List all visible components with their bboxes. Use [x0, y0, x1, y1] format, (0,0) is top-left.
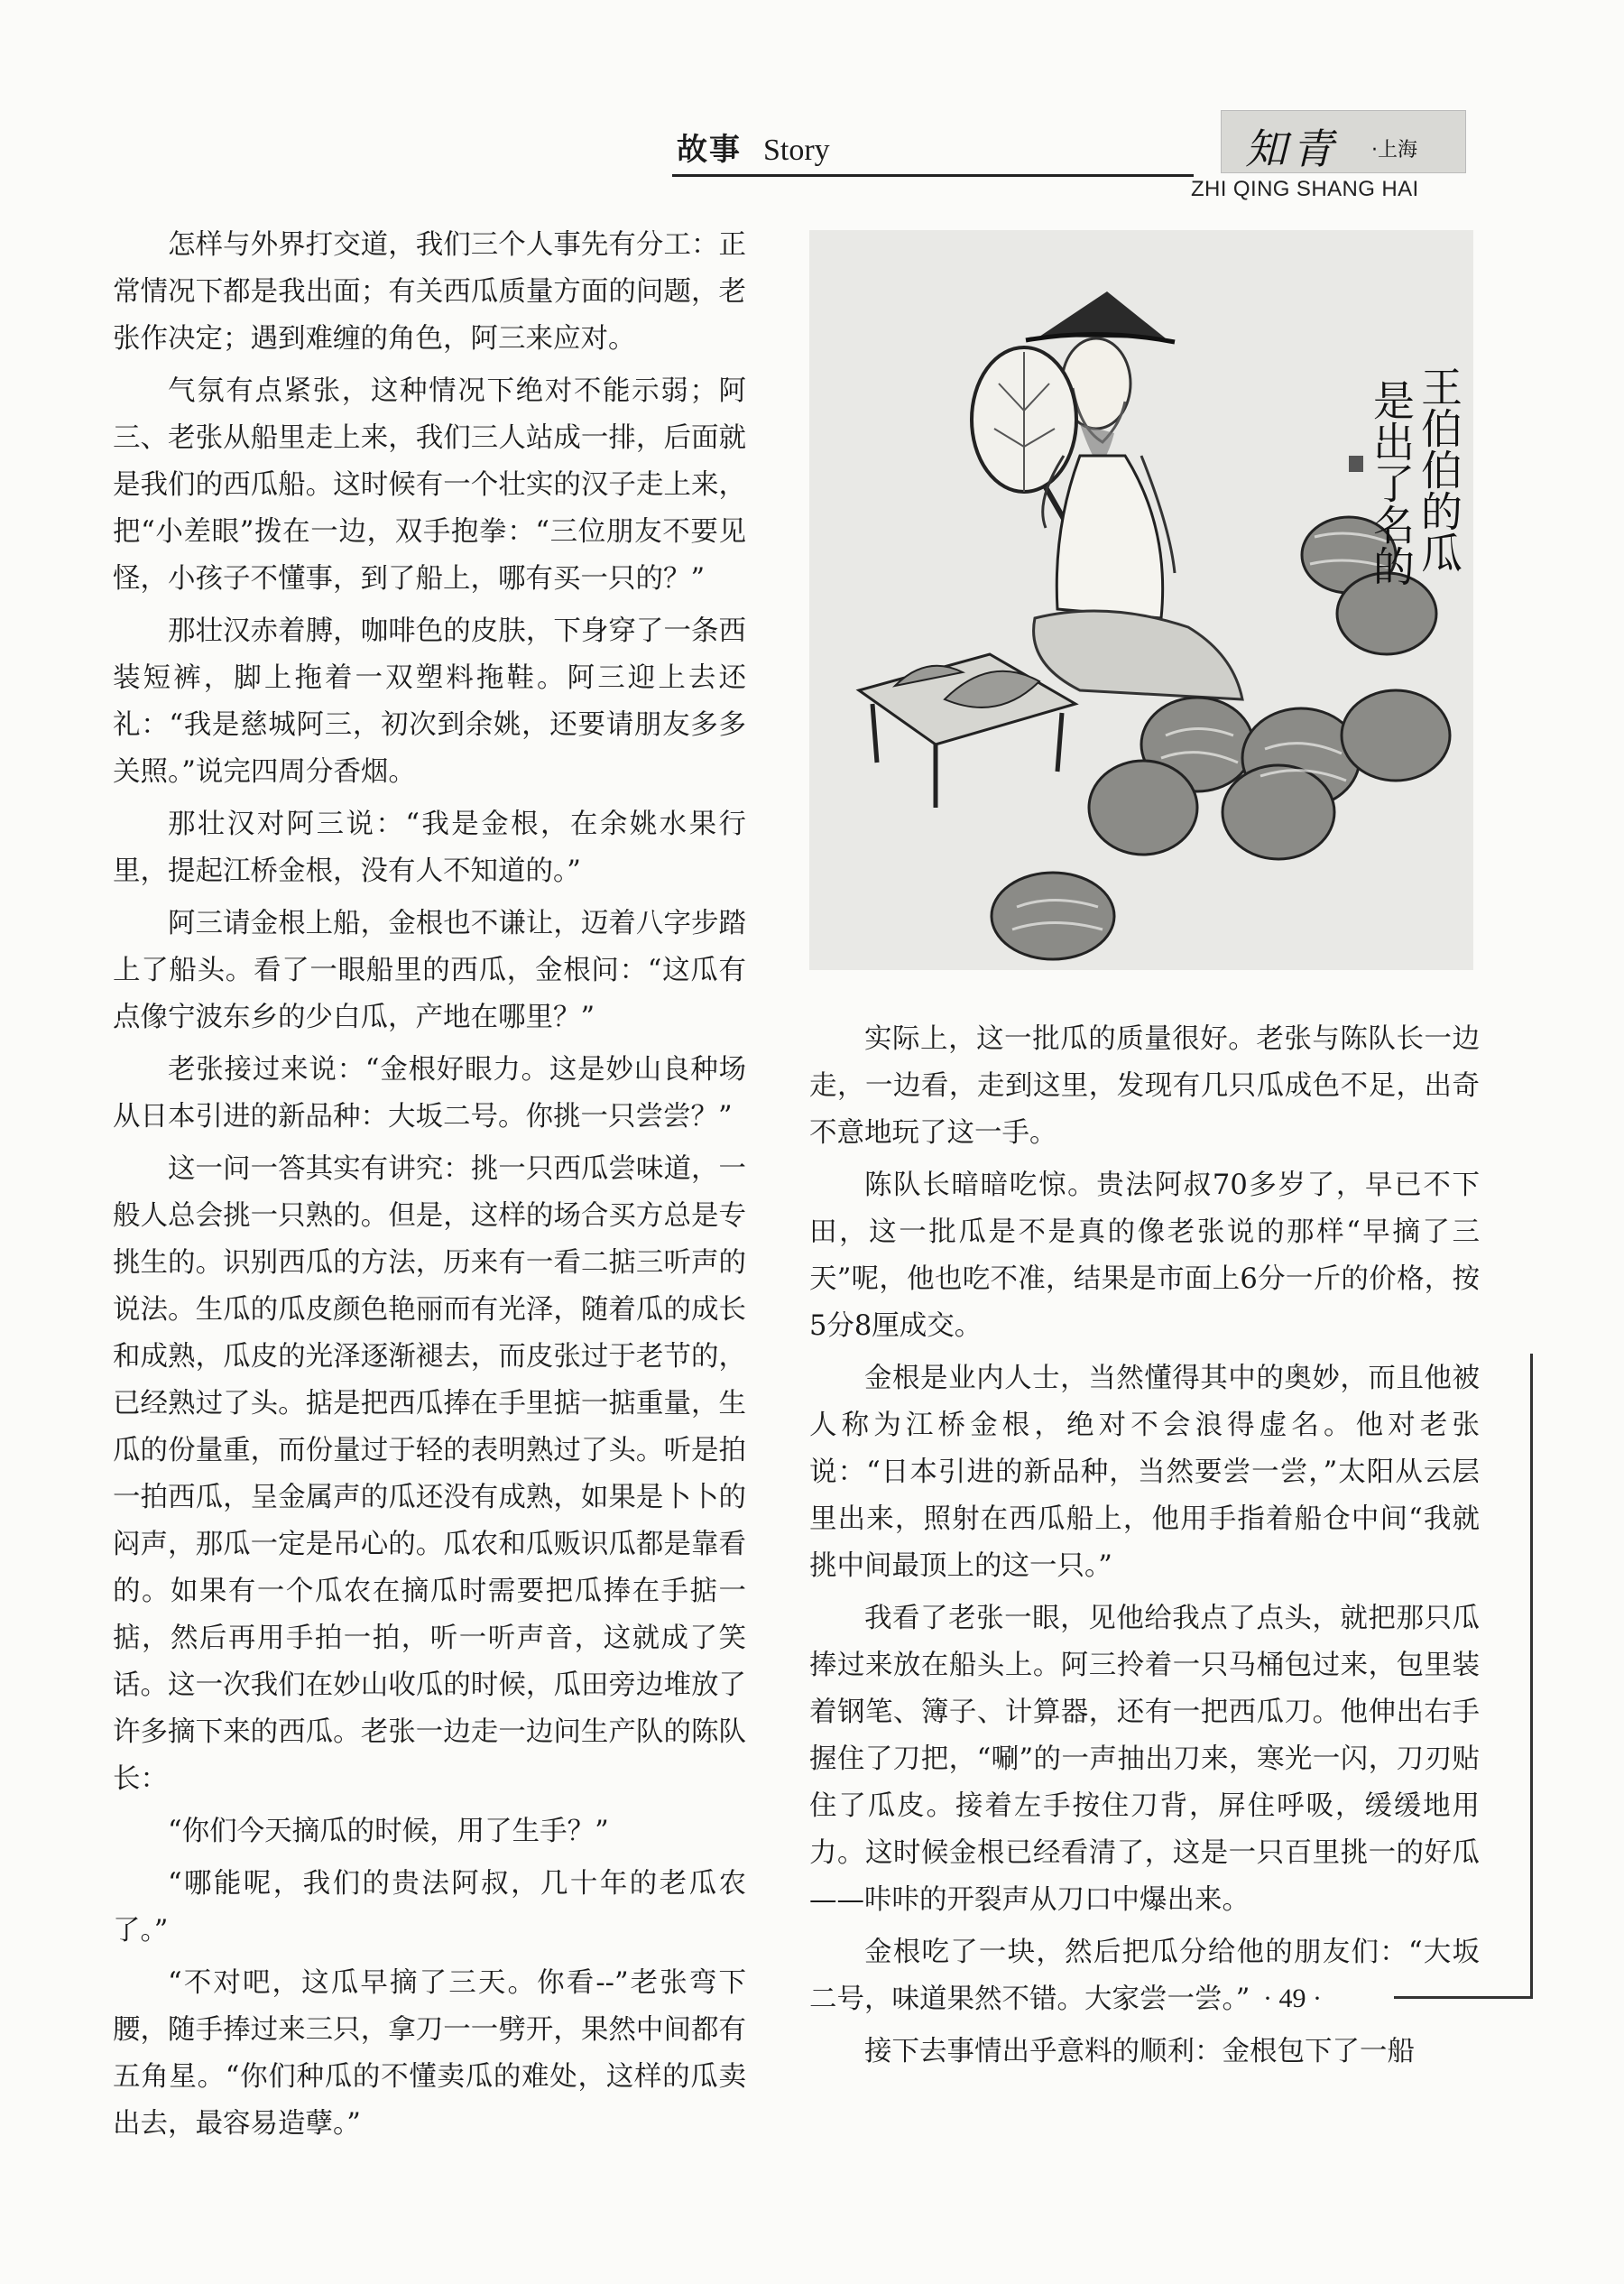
- header-rule: [672, 174, 1194, 177]
- section-title-zh: 故事: [677, 132, 742, 168]
- section-header: [677, 125, 830, 169]
- logo-title: 知青: [1245, 125, 1339, 173]
- paragraph: “哪能呢，我们的贵法阿叔，几十年的老瓜农了。”: [113, 1868, 746, 1946]
- section-title-en: Story: [763, 134, 830, 167]
- paragraph: 气氛有点紧张，这种情况下绝对不能示弱；阿三、老张从船里走上来，我们三人站成一排，后面就是我们的西瓜船。这时候有一个壮实的汉子走上来，把“小差眼”拨在一边，双手抱拳：“三位朋友不要见怪，小孩子不懂事，到了船上，哪有买一只的？”: [113, 375, 746, 595]
- page-number: · 49 ·: [1263, 1983, 1322, 2013]
- right-column: [809, 1016, 1480, 2081]
- paragraph: 实际上，这一批瓜的质量很好。老张与陈队长一边走，一边看，走到这里，发现有几只瓜成色不足，出奇不意地玩了这一手。: [809, 1023, 1480, 1149]
- magazine-logo: [1221, 110, 1466, 173]
- inscription-line-1: 王伯伯的瓜: [1415, 365, 1463, 573]
- paragraph: 接下去事情出乎意料的顺利：金根包下了一船: [864, 2036, 1415, 2067]
- magazine-pinyin-title: ZHI QING SHANG HAI: [1191, 177, 1419, 201]
- paragraph: 阿三请金根上船，金根也不谦让，迈着八字步踏上了船头。看了一眼船里的西瓜，金根问：“这瓜有点像宁波东乡的少白瓜，产地在哪里？”: [113, 908, 746, 1033]
- page-frame-vertical-rule: [1530, 1354, 1533, 1999]
- paragraph: 怎样与外界打交道，我们三个人事先有分工：正常情况下都是我出面；有关西瓜质量方面的问题，老张作决定；遇到难缠的角色，阿三来应对。: [113, 229, 746, 355]
- paragraph: “不对吧，这瓜早摘了三天。你看--”老张弯下腰，随手捧过来三只，拿刀一一劈开，果然中间都有五角星。“你们种瓜的不懂卖瓜的难处，这样的瓜卖出去，最容易造孽。”: [113, 1967, 746, 2140]
- paragraph: 陈队长暗暗吃惊。贵法阿叔70多岁了，早已不下田，这一批瓜是不是真的像老张说的那样“早摘了三天”呢，他也吃不准，结果是市面上6分一斤的价格，按5分8厘成交。: [809, 1170, 1480, 1342]
- page-frame-horizontal-rule: [1394, 1996, 1533, 1999]
- watermelon-seller-drawing: [809, 230, 1473, 970]
- paragraph: 金根是业内人士，当然懂得其中的奥妙，而且他被人称为江桥金根，绝对不会浪得虚名。他对老张说：“日本引进的新品种，当然要尝一尝，”太阳从云层里出来，照射在西瓜船上，他用手指着船仓中间“我就挑中间最顶上的这一只。”: [809, 1363, 1480, 1582]
- inscription-line-2: 是出了名的: [1367, 379, 1416, 587]
- logo-subtitle: ·上海: [1371, 139, 1417, 162]
- paragraph: 这一问一答其实有讲究：挑一只西瓜尝味道，一般人总会挑一只熟的。但是，这样的场合买方总是专挑生的。识别西瓜的方法，历来有一看二掂三听声的说法。生瓜的瓜皮颜色艳丽而有光泽，随着瓜的成长和成熟，瓜皮的光泽逐渐褪去，而皮张过于老节的，已经熟过了头。掂是把西瓜捧在手里掂一掂重量，生瓜的份量重，而份量过于轻的表明熟过了头。听是拍一拍西瓜，呈金属声的瓜还没有成熟，如果是卜卜的闷声，那瓜一定是吊心的。瓜农和瓜贩识瓜都是靠看的。如果有一个瓜农在摘瓜时需要把瓜捧在手掂一掂，然后再用手拍一拍，听一听声音，这就成了笑话。这一次我们在妙山收瓜的时候，瓜田旁边堆放了许多摘下来的西瓜。老张一边走一边问生产队的陈队长：: [113, 1153, 746, 1795]
- artist-seal: [1349, 456, 1363, 472]
- left-column: [113, 222, 746, 2153]
- paragraph: 我看了老张一眼，见他给我点了点头，就把那只瓜捧过来放在船头上。阿三拎着一只马桶包过来，包里装着钢笔、簿子、计算器，还有一把西瓜刀。他伸出右手握住了刀把，“唰”的一声抽出刀来，寒光一闪，刀刃贴住了瓜皮。接着左手按住刀背，屏住呼吸，缓缓地用力。这时候金根已经看清了，这是一只百里挑一的好瓜——咔咔的开裂声从刀口中爆出来。: [809, 1603, 1480, 1916]
- paragraph: 那壮汉赤着膊，咖啡色的皮肤，下身穿了一条西装短裤，脚上拖着一双塑料拖鞋。阿三迎上去还礼：“我是慈城阿三，初次到余姚，还要请朋友多多关照。”说完四周分香烟。: [113, 615, 746, 788]
- paragraph: 老张接过来说：“金根好眼力。这是妙山良种场从日本引进的新品种：大坂二号。你挑一只尝尝？”: [113, 1054, 746, 1133]
- ink-painting-illustration: [809, 230, 1473, 970]
- paragraph: 金根吃了一块，然后把瓜分给他的朋友们：“大坂二号，味道果然不错。大家尝一尝。”: [809, 1937, 1480, 2015]
- paragraph: “你们今天摘瓜的时候，用了生手？”: [168, 1816, 609, 1847]
- paragraph: 那壮汉对阿三说：“我是金根，在余姚水果行里，提起江桥金根，没有人不知道的。”: [113, 809, 746, 887]
